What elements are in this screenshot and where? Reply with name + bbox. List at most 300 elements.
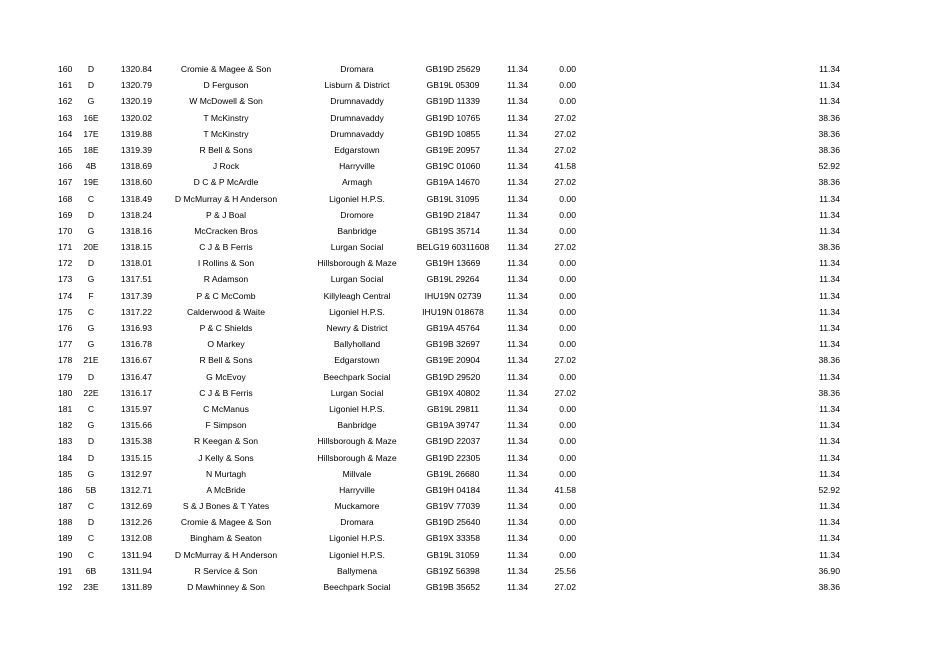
position-cell: 162 <box>58 96 73 107</box>
section-cell: D <box>87 64 95 74</box>
ring-number-cell: GB19Z 56398 <box>426 565 480 576</box>
fancier-name-cell: R Adamson <box>203 274 249 285</box>
table-row <box>0 304 936 320</box>
velocity-cell: 1318.49 <box>120 193 152 204</box>
pools-cell: 0.00 <box>559 436 576 447</box>
total-cell: 11.34 <box>819 64 840 74</box>
club-cell: Ligoniel H.P.S. <box>329 403 385 414</box>
section-cell: D <box>87 452 95 463</box>
table-row <box>0 579 936 595</box>
position-cell: 175 <box>58 306 73 317</box>
club-cell: Armagh <box>341 177 373 188</box>
fancier-name-cell: I Rollins & Son <box>197 258 255 269</box>
total-cell: 38.36 <box>818 177 840 188</box>
total-cell: 52.92 <box>818 484 840 495</box>
position-cell: 178 <box>58 355 73 366</box>
table-row <box>0 61 936 77</box>
table-row <box>0 433 936 449</box>
table-row <box>0 369 936 385</box>
total-cell: 11.34 <box>819 193 840 204</box>
total-cell: 11.34 <box>819 290 840 301</box>
position-cell: 166 <box>58 161 73 172</box>
velocity-cell: 1316.67 <box>120 355 152 366</box>
total-cell: 38.36 <box>818 387 840 398</box>
ring-number-cell: GB19A 39747 <box>426 420 480 431</box>
position-cell: 171 <box>58 242 73 253</box>
pools-cell: 27.02 <box>554 355 576 366</box>
position-cell: 184 <box>58 452 73 463</box>
prize-cell: 11.34 <box>507 387 528 398</box>
table-row <box>0 239 936 255</box>
pools-cell: 0.00 <box>559 452 576 463</box>
fancier-name-cell: C McManus <box>203 403 249 414</box>
pools-cell: 0.00 <box>559 371 576 382</box>
prize-cell: 11.34 <box>507 339 528 350</box>
club-cell: Lurgan Social <box>330 387 384 398</box>
pools-cell: 27.02 <box>554 387 576 398</box>
club-cell: Drumnavaddy <box>330 96 384 107</box>
table-row <box>0 466 936 482</box>
club-cell: Banbridge <box>337 225 377 236</box>
velocity-cell: 1315.66 <box>120 420 152 431</box>
ring-number-cell: IHU19N 018678 <box>422 306 484 317</box>
prize-cell: 11.34 <box>507 64 528 74</box>
club-cell: Lurgan Social <box>330 242 384 253</box>
position-cell: 173 <box>58 274 73 285</box>
ring-number-cell: GB19D 25640 <box>425 517 481 528</box>
section-cell: 20E <box>83 242 99 253</box>
position-cell: 192 <box>58 582 73 592</box>
club-cell: Lurgan Social <box>330 274 384 285</box>
position-cell: 183 <box>58 436 73 447</box>
fancier-name-cell: Cromie & Magee & Son <box>180 64 272 74</box>
total-cell: 38.36 <box>818 112 840 123</box>
ring-number-cell: BELG19 60311608 <box>416 242 490 253</box>
velocity-cell: 1320.02 <box>120 112 152 123</box>
ring-number-cell: GB19E 20957 <box>426 144 480 155</box>
table-row <box>0 352 936 368</box>
position-cell: 176 <box>58 323 73 333</box>
fancier-name-cell: R Keegan & Son <box>193 436 259 447</box>
table-row <box>0 401 936 417</box>
position-cell: 177 <box>58 339 73 350</box>
total-cell: 11.34 <box>819 371 840 382</box>
total-cell: 11.34 <box>819 339 840 350</box>
ring-number-cell: GB19D 11339 <box>426 96 480 107</box>
section-cell: 21E <box>83 355 99 366</box>
fancier-name-cell: Cromie & Magee & Son <box>180 517 272 528</box>
prize-cell: 11.34 <box>507 306 528 317</box>
section-cell: 5B <box>85 484 97 495</box>
table-row <box>0 530 936 546</box>
fancier-name-cell: O Markey <box>207 339 245 350</box>
velocity-cell: 1315.15 <box>120 452 152 463</box>
pools-cell: 0.00 <box>559 501 576 512</box>
table-row <box>0 191 936 207</box>
section-cell: C <box>87 193 95 204</box>
pools-cell: 27.02 <box>554 128 576 139</box>
section-cell: G <box>87 468 95 479</box>
ring-number-cell: GB19C 01060 <box>425 161 481 172</box>
prize-cell: 11.34 <box>507 549 528 560</box>
fancier-name-cell: G McEvoy <box>206 371 246 382</box>
prize-cell: 11.34 <box>507 80 528 91</box>
section-cell: 22E <box>83 387 99 398</box>
club-cell: Drumnavaddy <box>330 112 384 123</box>
velocity-cell: 1320.84 <box>120 64 152 74</box>
position-cell: 167 <box>58 177 73 188</box>
ring-number-cell: GB19X 40802 <box>426 387 480 398</box>
total-cell: 11.34 <box>819 80 840 91</box>
ring-number-cell: GB19D 29520 <box>425 371 481 382</box>
pools-cell: 0.00 <box>559 193 576 204</box>
prize-cell: 11.34 <box>507 468 528 479</box>
club-cell: Ligoniel H.P.S. <box>329 549 385 560</box>
velocity-cell: 1315.97 <box>120 403 152 414</box>
table-row <box>0 93 936 109</box>
fancier-name-cell: T McKinstry <box>203 112 249 123</box>
velocity-cell: 1312.97 <box>120 468 152 479</box>
velocity-cell: 1318.01 <box>120 258 152 269</box>
velocity-cell: 1319.88 <box>120 128 152 139</box>
ring-number-cell: GB19D 22037 <box>425 436 481 447</box>
club-cell: Edgarstown <box>334 144 380 155</box>
velocity-cell: 1318.60 <box>120 177 152 188</box>
velocity-cell: 1316.17 <box>120 387 152 398</box>
total-cell: 11.34 <box>819 517 840 528</box>
pools-cell: 0.00 <box>559 225 576 236</box>
ring-number-cell: IHU19N 02739 <box>424 290 482 301</box>
pools-cell: 0.00 <box>559 468 576 479</box>
section-cell: 4B <box>85 161 97 172</box>
prize-cell: 11.34 <box>507 565 528 576</box>
fancier-name-cell: P & C McComb <box>196 290 256 301</box>
ring-number-cell: GB19H 04184 <box>425 484 481 495</box>
position-cell: 185 <box>58 468 73 479</box>
pools-cell: 0.00 <box>559 80 576 91</box>
table-row <box>0 417 936 433</box>
club-cell: Edgarstown <box>334 355 380 366</box>
velocity-cell: 1319.39 <box>120 144 152 155</box>
section-cell: D <box>87 209 95 220</box>
ring-number-cell: GB19L 26680 <box>426 468 480 479</box>
prize-cell: 11.34 <box>507 582 528 592</box>
table-row <box>0 158 936 174</box>
total-cell: 11.34 <box>819 225 840 236</box>
total-cell: 38.36 <box>818 242 840 253</box>
prize-cell: 11.34 <box>507 258 528 269</box>
total-cell: 11.34 <box>819 274 840 285</box>
section-cell: D <box>87 258 95 269</box>
pools-cell: 0.00 <box>559 420 576 431</box>
fancier-name-cell: D C & P McArdle <box>193 177 259 188</box>
pools-cell: 0.00 <box>559 306 576 317</box>
total-cell: 11.34 <box>819 403 840 414</box>
table-row <box>0 223 936 239</box>
velocity-cell: 1311.89 <box>121 582 152 592</box>
ring-number-cell: GB19S 35714 <box>426 225 480 236</box>
club-cell: Hillsborough & Maze <box>317 258 397 269</box>
prize-cell: 11.34 <box>507 452 528 463</box>
total-cell: 36.90 <box>818 565 840 576</box>
prize-cell: 11.34 <box>507 193 528 204</box>
section-cell: D <box>87 80 95 91</box>
ring-number-cell: GB19L 31095 <box>426 193 480 204</box>
club-cell: Killyleagh Central <box>323 290 391 301</box>
club-cell: Millvale <box>342 468 372 479</box>
total-cell: 11.34 <box>819 258 840 269</box>
prize-cell: 11.34 <box>507 177 528 188</box>
ring-number-cell: GB19A 14670 <box>426 177 480 188</box>
prize-cell: 11.34 <box>507 161 528 172</box>
section-cell: G <box>87 339 95 350</box>
position-cell: 180 <box>58 387 73 398</box>
ring-number-cell: GB19B 35652 <box>426 582 480 592</box>
fancier-name-cell: A McBride <box>206 484 246 495</box>
pools-cell: 27.02 <box>554 242 576 253</box>
pools-cell: 41.58 <box>554 484 576 495</box>
position-cell: 160 <box>58 64 73 74</box>
table-row <box>0 271 936 287</box>
position-cell: 172 <box>58 258 73 269</box>
club-cell: Ligoniel H.P.S. <box>329 533 385 544</box>
table-row <box>0 498 936 514</box>
ring-number-cell: GB19E 20904 <box>426 355 480 366</box>
table-row <box>0 385 936 401</box>
velocity-cell: 1317.22 <box>120 306 152 317</box>
pools-cell: 0.00 <box>559 96 576 107</box>
pools-cell: 0.00 <box>559 209 576 220</box>
fancier-name-cell: T McKinstry <box>203 128 249 139</box>
fancier-name-cell: Bingham & Seaton <box>190 533 262 544</box>
fancier-name-cell: P & C Shields <box>199 323 253 333</box>
prize-cell: 11.34 <box>507 355 528 366</box>
pools-cell: 0.00 <box>559 549 576 560</box>
position-cell: 186 <box>58 484 73 495</box>
club-cell: Ballyholland <box>333 339 381 350</box>
total-cell: 38.36 <box>818 355 840 366</box>
pools-cell: 25.56 <box>554 565 576 576</box>
pools-cell: 0.00 <box>559 290 576 301</box>
prize-cell: 11.34 <box>507 242 528 253</box>
velocity-cell: 1315.38 <box>120 436 152 447</box>
position-cell: 181 <box>58 403 73 414</box>
section-cell: G <box>87 323 95 333</box>
fancier-name-cell: C J & B Ferris <box>199 242 253 253</box>
position-cell: 169 <box>58 209 73 220</box>
table-row <box>0 563 936 579</box>
fancier-name-cell: McCracken Bros <box>194 225 258 236</box>
table-row <box>0 255 936 271</box>
club-cell: Dromara <box>340 517 374 528</box>
pools-cell: 0.00 <box>559 323 576 333</box>
section-cell: D <box>87 517 95 528</box>
prize-cell: 11.34 <box>507 96 528 107</box>
total-cell: 38.36 <box>818 144 840 155</box>
fancier-name-cell: R Bell & Sons <box>199 144 253 155</box>
section-cell: 17E <box>83 128 99 139</box>
table-row <box>0 482 936 498</box>
velocity-cell: 1318.69 <box>120 161 152 172</box>
section-cell: 18E <box>83 144 99 155</box>
table-row <box>0 77 936 93</box>
section-cell: C <box>87 533 95 544</box>
table-row <box>0 288 936 304</box>
total-cell: 11.34 <box>819 420 840 431</box>
section-cell: G <box>87 96 95 107</box>
ring-number-cell: GB19L 31059 <box>426 549 480 560</box>
club-cell: Harryville <box>339 161 375 172</box>
fancier-name-cell: D McMurray & H Anderson <box>174 549 278 560</box>
total-cell: 52.92 <box>818 161 840 172</box>
ring-number-cell: GB19H 13669 <box>425 258 481 269</box>
ring-number-cell: GB19D 21847 <box>425 209 481 220</box>
fancier-name-cell: F Simpson <box>205 420 247 431</box>
section-cell: G <box>87 274 95 285</box>
prize-cell: 11.34 <box>507 484 528 495</box>
section-cell: G <box>87 420 95 431</box>
ring-number-cell: GB19D 22305 <box>425 452 481 463</box>
prize-cell: 11.34 <box>507 323 528 333</box>
club-cell: Newry & District <box>326 323 388 333</box>
pools-cell: 27.02 <box>554 144 576 155</box>
club-cell: Ligoniel H.P.S. <box>329 193 385 204</box>
ring-number-cell: GB19D 10765 <box>425 112 481 123</box>
velocity-cell: 1318.16 <box>120 225 152 236</box>
ring-number-cell: GB19L 29264 <box>426 274 480 285</box>
prize-cell: 11.34 <box>507 144 528 155</box>
position-cell: 168 <box>58 193 73 204</box>
section-cell: D <box>87 436 95 447</box>
velocity-cell: 1317.51 <box>120 274 152 285</box>
table-row <box>0 174 936 190</box>
fancier-name-cell: J Kelly & Sons <box>198 452 254 463</box>
velocity-cell: 1317.39 <box>120 290 152 301</box>
section-cell: C <box>87 549 95 560</box>
pools-cell: 0.00 <box>559 533 576 544</box>
pools-cell: 0.00 <box>559 258 576 269</box>
position-cell: 190 <box>58 549 73 560</box>
prize-cell: 11.34 <box>507 112 528 123</box>
total-cell: 11.34 <box>819 209 840 220</box>
velocity-cell: 1320.79 <box>120 80 152 91</box>
fancier-name-cell: P & J Boal <box>206 209 246 220</box>
table-row <box>0 142 936 158</box>
ring-number-cell: GB19V 77039 <box>426 501 480 512</box>
total-cell: 11.34 <box>819 306 840 317</box>
total-cell: 11.34 <box>819 452 840 463</box>
fancier-name-cell: R Bell & Sons <box>199 355 253 366</box>
position-cell: 191 <box>58 565 73 576</box>
fancier-name-cell: D Mawhinney & Son <box>187 582 265 592</box>
total-cell: 38.36 <box>818 128 840 139</box>
prize-cell: 11.34 <box>507 128 528 139</box>
total-cell: 11.34 <box>819 501 840 512</box>
pools-cell: 0.00 <box>559 274 576 285</box>
position-cell: 179 <box>58 371 73 382</box>
velocity-cell: 1311.94 <box>121 565 152 576</box>
table-row <box>0 547 936 563</box>
velocity-cell: 1316.78 <box>120 339 152 350</box>
position-cell: 187 <box>58 501 73 512</box>
section-cell: C <box>87 403 95 414</box>
section-cell: G <box>87 225 95 236</box>
pools-cell: 0.00 <box>559 517 576 528</box>
table-row <box>0 320 936 336</box>
fancier-name-cell: R Service & Son <box>194 565 258 576</box>
ring-number-cell: GB19L 29811 <box>426 403 480 414</box>
position-cell: 188 <box>58 517 73 528</box>
club-cell: Hillsborough & Maze <box>317 452 397 463</box>
pools-cell: 27.02 <box>554 112 576 123</box>
position-cell: 170 <box>58 225 73 236</box>
total-cell: 11.34 <box>819 468 840 479</box>
ring-number-cell: GB19L 05309 <box>426 80 480 91</box>
club-cell: Dromore <box>340 209 374 220</box>
velocity-cell: 1318.24 <box>120 209 152 220</box>
ring-number-cell: GB19X 33358 <box>426 533 480 544</box>
table-row <box>0 110 936 126</box>
prize-cell: 11.34 <box>507 371 528 382</box>
pools-cell: 0.00 <box>559 339 576 350</box>
velocity-cell: 1312.71 <box>120 484 152 495</box>
ring-number-cell: GB19D 10855 <box>425 128 481 139</box>
table-row <box>0 336 936 352</box>
pools-cell: 27.02 <box>554 177 576 188</box>
position-cell: 182 <box>58 420 73 431</box>
table-row <box>0 514 936 530</box>
position-cell: 174 <box>58 290 73 301</box>
section-cell: 23E <box>83 582 99 592</box>
table-row <box>0 207 936 223</box>
position-cell: 164 <box>58 128 73 139</box>
velocity-cell: 1311.94 <box>121 549 152 560</box>
prize-cell: 11.34 <box>507 290 528 301</box>
position-cell: 163 <box>58 112 73 123</box>
fancier-name-cell: W McDowell & Son <box>189 96 263 107</box>
section-cell: F <box>88 290 94 301</box>
position-cell: 189 <box>58 533 73 544</box>
section-cell: C <box>87 501 95 512</box>
club-cell: Dromara <box>340 64 374 74</box>
pools-cell: 27.02 <box>554 582 576 592</box>
section-cell: 16E <box>83 112 99 123</box>
section-cell: 6B <box>85 565 97 576</box>
club-cell: Drumnavaddy <box>330 128 384 139</box>
prize-cell: 11.34 <box>507 209 528 220</box>
velocity-cell: 1316.93 <box>120 323 152 333</box>
prize-cell: 11.34 <box>507 274 528 285</box>
club-cell: Beechpark Social <box>323 371 391 382</box>
total-cell: 11.34 <box>819 323 840 333</box>
prize-cell: 11.34 <box>507 225 528 236</box>
pools-cell: 0.00 <box>559 403 576 414</box>
club-cell: Ligoniel H.P.S. <box>329 306 385 317</box>
section-cell: 19E <box>83 177 99 188</box>
pools-cell: 41.58 <box>554 161 576 172</box>
prize-cell: 11.34 <box>507 517 528 528</box>
pools-cell: 0.00 <box>559 64 576 74</box>
table-row <box>0 450 936 466</box>
prize-cell: 11.34 <box>507 436 528 447</box>
position-cell: 161 <box>58 80 73 91</box>
position-cell: 165 <box>58 144 73 155</box>
fancier-name-cell: Calderwood & Waite <box>186 306 265 317</box>
results-table <box>0 61 936 595</box>
fancier-name-cell: N Murtagh <box>205 468 247 479</box>
ring-number-cell: GB19A 45764 <box>426 323 480 333</box>
velocity-cell: 1312.08 <box>120 533 152 544</box>
